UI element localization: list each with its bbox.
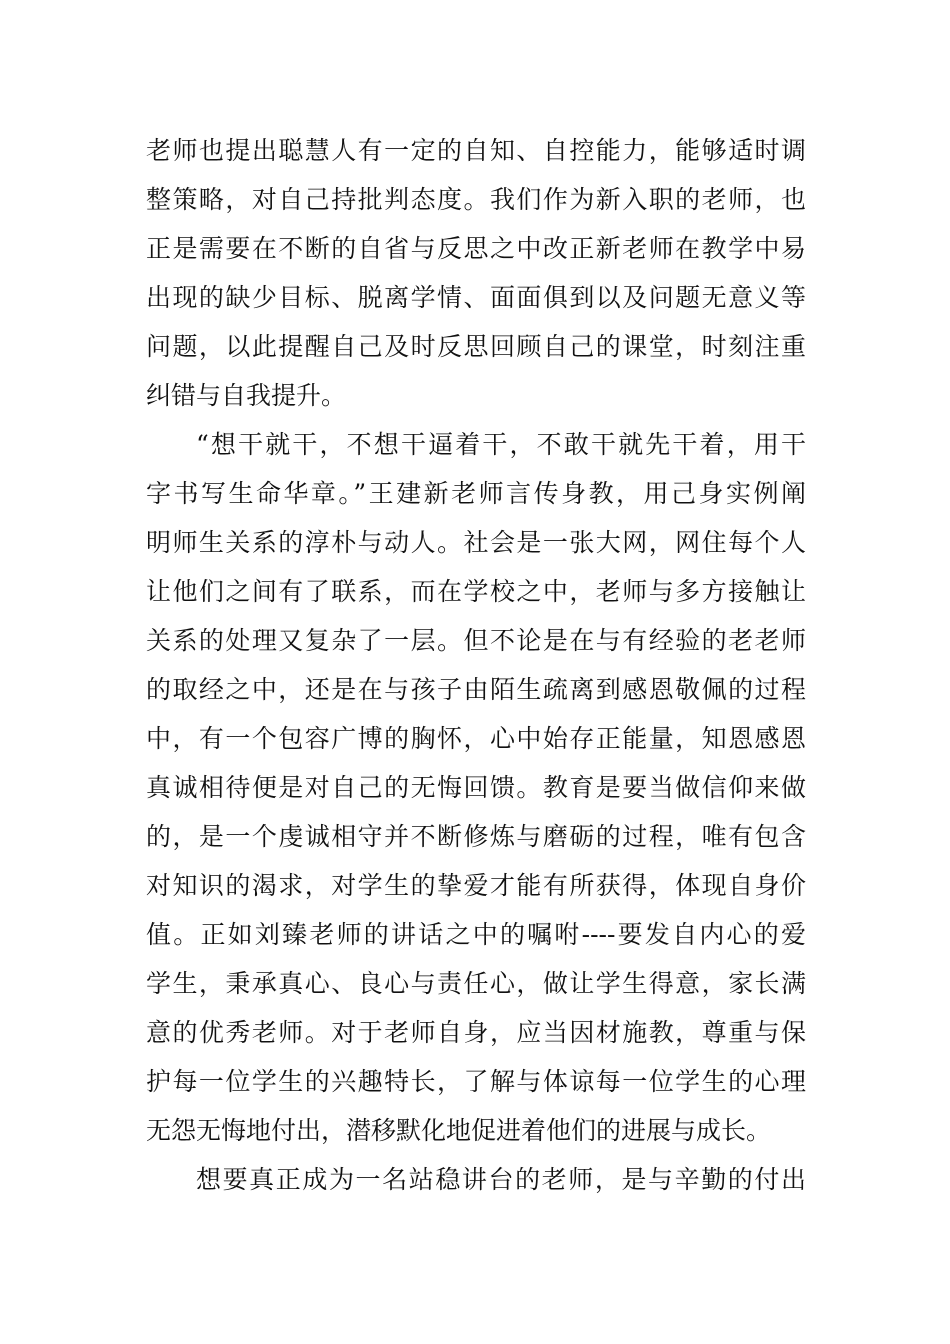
text-line: 中，有一个包容广博的胸怀，心中始存正能量，知恩感恩: [146, 724, 806, 753]
text-line: 整策略，对自己持批判态度。我们作为新入职的老师，也: [146, 185, 806, 214]
text-line: 字书写生命华章。”王建新老师言传身教，用己身实例阐: [146, 479, 806, 508]
text-line: 关系的处理又复杂了一层。但不论是在与有经验的老老师: [146, 626, 806, 655]
text-line: 想要真正成为一名站稳讲台的老师，是与辛勤的付出: [196, 1165, 806, 1194]
text-line: 明师生关系的淳朴与动人。社会是一张大网，网住每个人: [146, 528, 806, 557]
text-line: 护每一位学生的兴趣特长，了解与体谅每一位学生的心理: [146, 1067, 806, 1096]
text-line: 对知识的渴求，对学生的挚爱才能有所获得，体现自身价: [146, 871, 806, 900]
text-line: 出现的缺少目标、脱离学情、面面俱到以及问题无意义等: [146, 283, 806, 312]
text-line: 的取经之中，还是在与孩子由陌生疏离到感恩敬佩的过程: [146, 675, 806, 704]
text-line: 无怨无悔地付出，潜移默化地促进着他们的进展与成长。: [146, 1116, 772, 1145]
text-line: 让他们之间有了联系，而在学校之中，老师与多方接触让: [146, 577, 806, 606]
paragraph-2: [146, 420, 806, 1155]
text-line: 问题，以此提醒自己及时反思回顾自己的课堂，时刻注重: [146, 332, 806, 361]
text-line: 真诚相待便是对自己的无悔回馈。教育是要当做信仰来做: [146, 773, 806, 802]
text-line: “想干就干，不想干逼着干，不敢干就先干着，用干: [196, 430, 806, 459]
text-line: 意的优秀老师。对于老师自身，应当因材施教，尊重与保: [146, 1018, 806, 1047]
text-line: 的，是一个虔诚相守并不断修炼与磨砺的过程，唯有包含: [146, 822, 806, 851]
text-line: 值。正如刘臻老师的讲话之中的嘱咐----要发自内心的爱: [146, 920, 806, 949]
text-line: 正是需要在不断的自省与反思之中改正新老师在教学中易: [146, 234, 806, 263]
text-line: 老师也提出聪慧人有一定的自知、自控能力，能够适时调: [146, 136, 806, 165]
text-line: 纠错与自我提升。: [146, 381, 347, 410]
paragraph-1: [146, 126, 806, 420]
document-body: [146, 126, 806, 1204]
paragraph-3: [146, 1155, 806, 1204]
text-line: 学生，秉承真心、良心与责任心，做让学生得意，家长满: [146, 969, 806, 998]
